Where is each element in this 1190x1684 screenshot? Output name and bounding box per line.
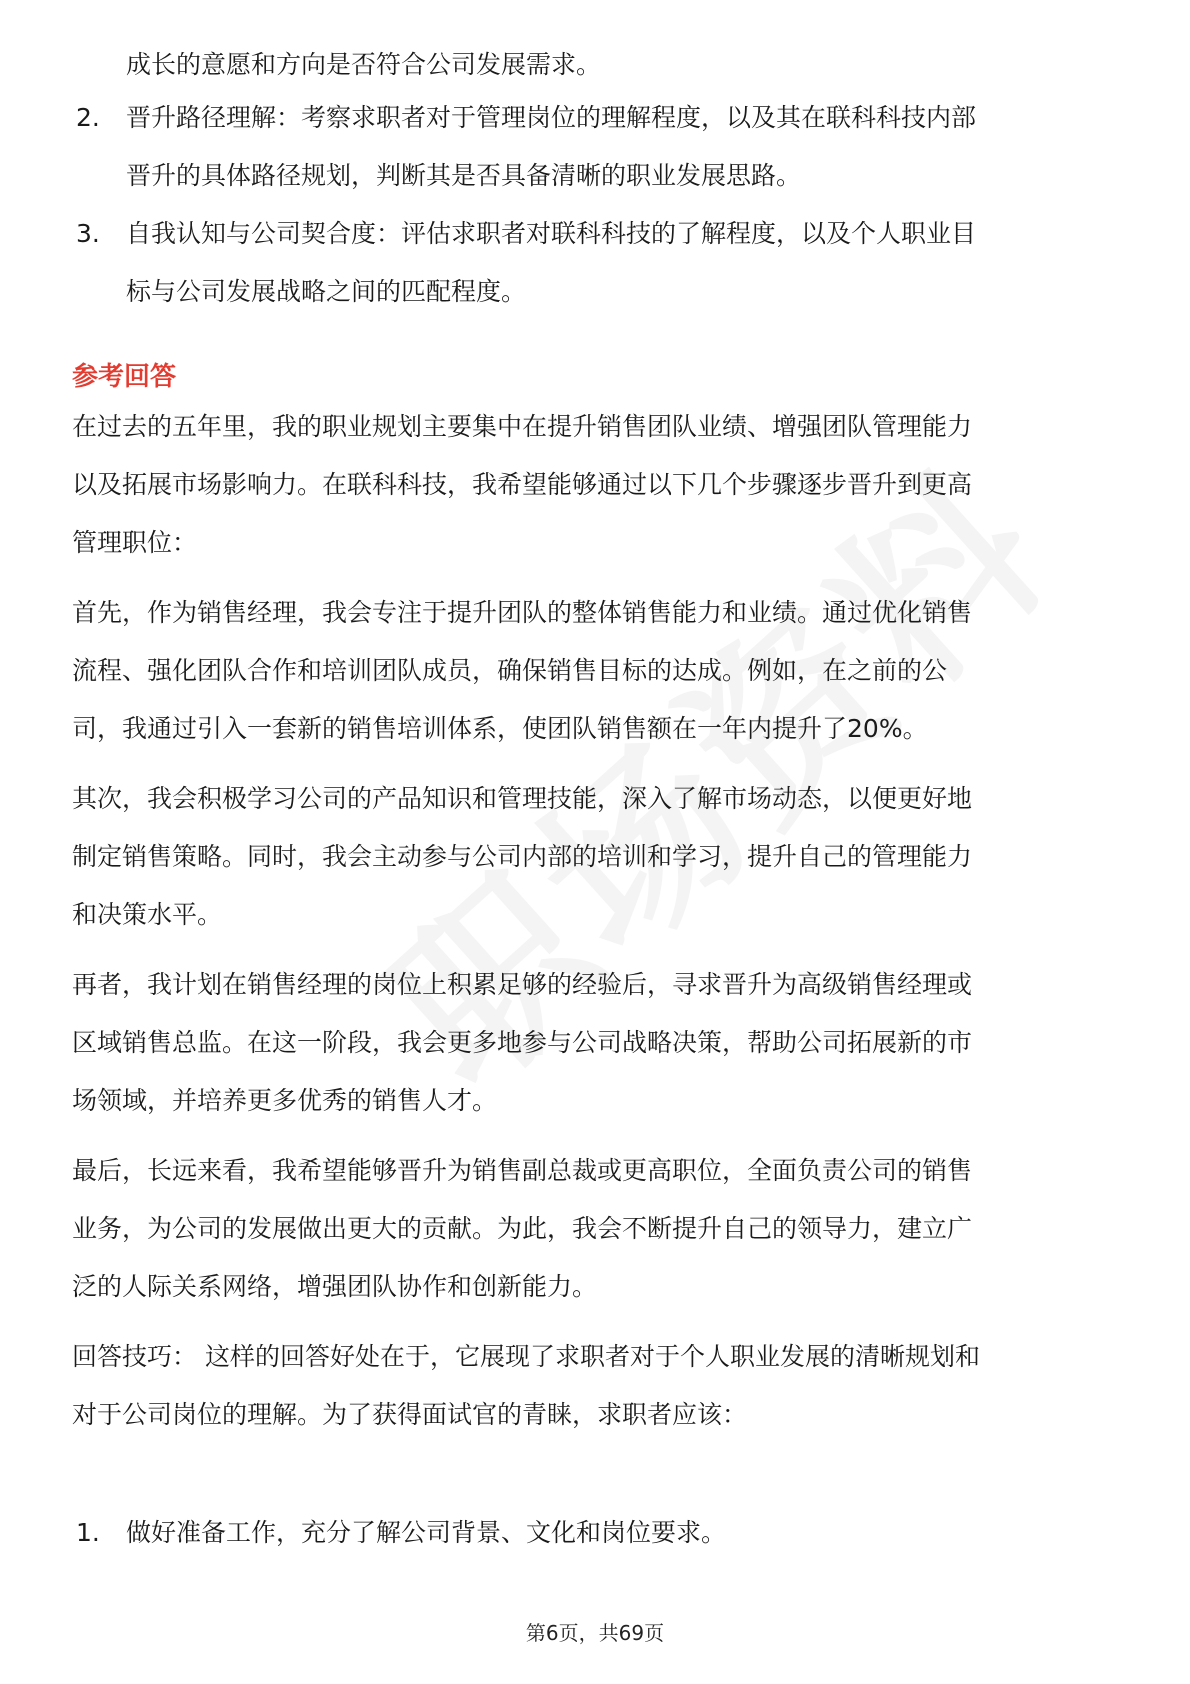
paragraph-intro: [72, 398, 1120, 572]
numbered-list-bottom: [76, 1504, 1116, 1562]
list-item-line: 晋升的具体路径规划，判断其是否具备清晰的职业发展思路。: [126, 161, 802, 190]
paragraph-line: 制定销售策略。同时，我会主动参与公司内部的培训和学习，提升自己的管理能力: [72, 842, 973, 871]
section-heading: 参考回答: [72, 362, 177, 392]
paragraph-fourth: [72, 1142, 1120, 1316]
list-item-continuation: 成长的意愿和方向是否符合公司发展需求。: [126, 50, 602, 79]
paragraph-line: 再者，我计划在销售经理的岗位上积累足够的经验后，寻求晋升为高级销售经理或: [72, 970, 973, 999]
page-footer: 第6页，共69页: [525, 1621, 665, 1645]
list-item-line: 标与公司发展战略之间的匹配程度。: [126, 277, 527, 306]
paragraph-line: 流程、强化团队合作和培训团队成员，确保销售目标的达成。例如，在之前的公: [72, 656, 948, 685]
paragraph-line: 对于公司岗位的理解。为了获得面试官的青睐，求职者应该：: [72, 1400, 748, 1429]
paragraph-line: 场领域，并培养更多优秀的销售人才。: [72, 1086, 498, 1115]
paragraph-second: [72, 770, 1120, 944]
paragraph-line: 业务，为公司的发展做出更大的贡献。为此，我会不断提升自己的领导力，建立广: [72, 1214, 973, 1243]
paragraph-line: 泛的人际关系网络，增强团队协作和创新能力。: [72, 1272, 598, 1301]
paragraph-tips: [72, 1328, 1120, 1444]
numbered-list-top: [76, 89, 1116, 321]
paragraph-line: 以及拓展市场影响力。在联科科技，我希望能够通过以下几个步骤逐步晋升到更高: [72, 470, 973, 499]
list-item: [76, 1504, 1116, 1562]
paragraph-line: 回答技巧： 这样的回答好处在于，它展现了求职者对于个人职业发展的清晰规划和: [72, 1342, 980, 1371]
paragraph-line: 其次，我会积极学习公司的产品知识和管理技能，深入了解市场动态，以便更好地: [72, 784, 973, 813]
list-item-line: 做好准备工作，充分了解公司背景、文化和岗位要求。: [126, 1518, 727, 1547]
paragraph-line: 区域销售总监。在这一阶段，我会更多地参与公司战略决策，帮助公司拓展新的市: [72, 1028, 973, 1057]
paragraph-line: 和决策水平。: [72, 900, 223, 929]
paragraph-line: 首先，作为销售经理，我会专注于提升团队的整体销售能力和业绩。通过优化销售: [72, 598, 973, 627]
list-item: [76, 205, 1116, 321]
list-item-line: 晋升路径理解：考察求职者对于管理岗位的理解程度，以及其在联科科技内部: [126, 103, 977, 132]
list-number: 2.: [76, 103, 100, 132]
paragraph-line: 司，我通过引入一套新的销售培训体系，使团队销售额在一年内提升了20%。: [72, 714, 928, 743]
paragraph-line: 最后，长远来看，我希望能够晋升为销售副总裁或更高职位，全面负责公司的销售: [72, 1156, 973, 1185]
paragraph-third: [72, 956, 1120, 1130]
paragraph-line: 管理职位：: [72, 528, 198, 557]
list-item: [76, 89, 1116, 205]
list-number: 1.: [76, 1518, 100, 1547]
paragraph-first: [72, 584, 1120, 758]
paragraph-line: 在过去的五年里，我的职业规划主要集中在提升销售团队业绩、增强团队管理能力: [72, 412, 973, 441]
list-item-line: 自我认知与公司契合度：评估求职者对联科科技的了解程度，以及个人职业目: [126, 219, 977, 248]
list-number: 3.: [76, 219, 100, 248]
